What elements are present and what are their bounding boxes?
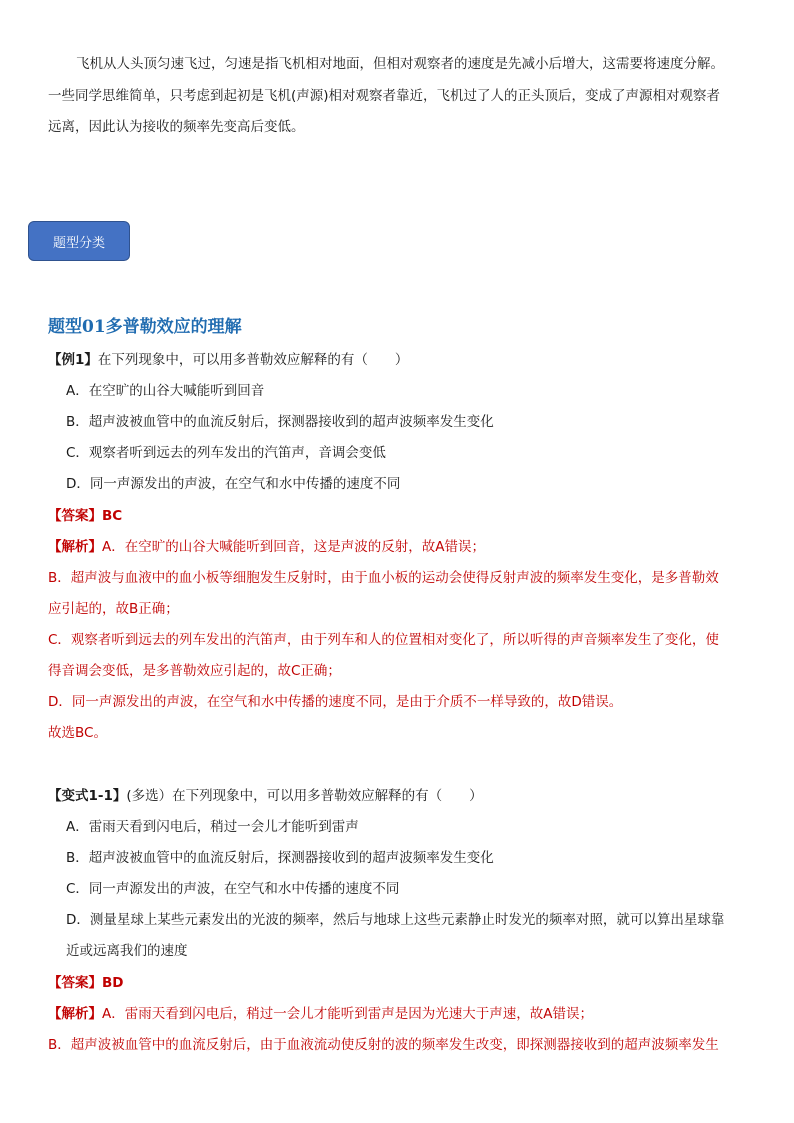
example1-analysis-line-6: D．同一声源发出的声波，在空气和水中传播的速度不同，是由于介质不一样导致的，故D错误。	[48, 694, 623, 710]
variant1-answer: 【答案】BD	[48, 975, 124, 991]
example1-question: 在下列现象中，可以用多普勒效应解释的有（ ）	[97, 352, 409, 368]
example1-analysis-tag: 【解析】	[48, 539, 102, 555]
example1-option-d: D．同一声源发出的声波，在空气和水中传播的速度不同	[66, 476, 401, 492]
variant1-analysis-line-1	[48, 1005, 754, 1023]
intro-line-2: 一些同学思维简单，只考虑到起初是飞机(声源)相对观察者靠近，飞机过了人的正头顶后，变成了声源相对观察者	[48, 88, 721, 104]
example1-analysis-text-1: A．在空旷的山谷大喊能听到回音，这是声波的反射，故A错误；	[102, 539, 485, 555]
example1-analysis-line-2: B．超声波与血液中的血小板等细胞发生反射时，由于血小板的运动会使得反射声波的频率发生变化，是多普勒效	[48, 570, 719, 586]
variant1-option-a: A．雷雨天看到闪电后，稍过一会儿才能听到雷声	[66, 819, 359, 835]
example1-analysis-line-3: 应引起的，故B正确；	[48, 601, 179, 617]
example1-question-line	[48, 351, 754, 369]
variant1-analysis-text-1: A．雷雨天看到闪电后，稍过一会儿才能听到雷声是因为光速大于声速，故A错误；	[102, 1006, 593, 1022]
example1-option-c: C．观察者听到远去的列车发出的汽笛声，音调会变低	[66, 445, 386, 461]
variant1-option-c: C．同一声源发出的声波，在空气和水中传播的速度不同	[66, 881, 400, 897]
example1-option-b: B．超声波被血管中的血流反射后，探测器接收到的超声波频率发生变化	[66, 414, 494, 430]
section-badge: 题型分类	[28, 221, 130, 261]
variant1-option-d: D．测量星球上某些元素发出的光波的频率，然后与地球上这些元素静止时发光的频率对照，就可以算出星球靠	[66, 912, 725, 928]
variant1-option-d-cont: 近或远离我们的速度	[66, 943, 188, 959]
variant1-analysis-line-2: B．超声波被血管中的血流反射后，由于血液流动使反射的波的频率发生改变，即探测器接收到的超声波频率发生	[48, 1037, 719, 1053]
example1-analysis-line-4: C．观察者听到远去的列车发出的汽笛声，由于列车和人的位置相对变化了，所以听得的声音频率发生了变化，使	[48, 632, 719, 648]
example1-analysis-line-1	[48, 538, 754, 556]
example1-analysis-line-7: 故选BC。	[48, 725, 107, 741]
variant1-question-line	[48, 787, 754, 805]
intro-line-1: 飞机从人头顶匀速飞过，匀速是指飞机相对地面，但相对观察者的速度是先减小后增大，这需要将速度分解。	[76, 56, 724, 72]
example1-tag: 【例1】	[48, 352, 98, 368]
variant1-analysis-tag: 【解析】	[48, 1006, 102, 1022]
example1-option-a: A．在空旷的山谷大喊能听到回音	[66, 383, 265, 399]
type-heading: 题型01多普勒效应的理解	[48, 317, 242, 337]
variant1-question: (多选）在下列现象中，可以用多普勒效应解释的有（ ）	[126, 788, 483, 804]
intro-line-3: 远离，因此认为接收的频率先变高后变低。	[48, 119, 305, 135]
variant1-option-b: B．超声波被血管中的血流反射后，探测器接收到的超声波频率发生变化	[66, 850, 494, 866]
example1-analysis-line-5: 得音调会变低，是多普勒效应引起的，故C正确；	[48, 663, 341, 679]
variant1-tag: 【变式1-1】	[48, 788, 127, 804]
example1-answer: 【答案】BC	[48, 508, 123, 524]
